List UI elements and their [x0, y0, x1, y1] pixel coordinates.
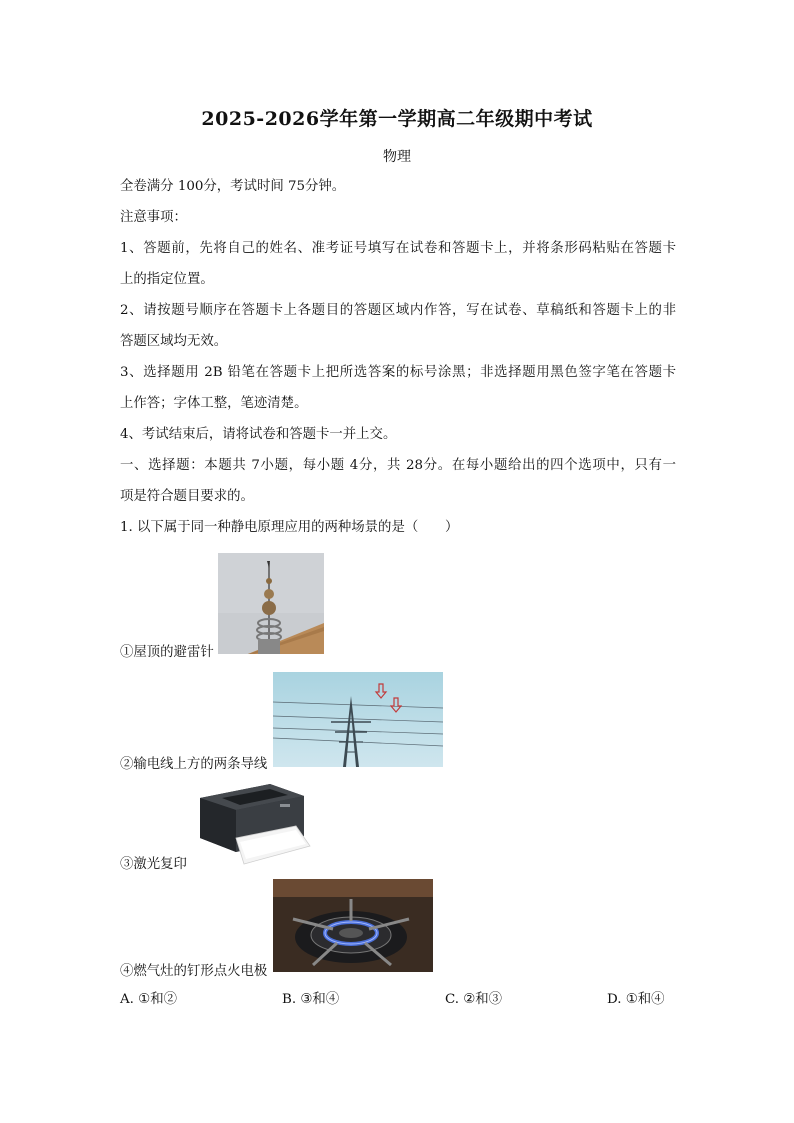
scene-4-caption: ④燃气灶的钉形点火电极: [120, 964, 268, 979]
option-c: C. ②和③: [445, 992, 503, 1007]
exam-subject: 物理: [383, 149, 411, 165]
power-lines-image: [273, 672, 443, 767]
scene-1-caption: ①屋顶的避雷针: [120, 645, 214, 660]
note-3-line-1: 3、选择题用 2B 铅笔在答题卡上把所选答案的标号涂黑；非选择题用黑色签字笔在答题卡: [120, 365, 676, 380]
note-3-line-2: 上作答；字体工整，笔迹清楚。: [120, 396, 308, 411]
laser-printer-image: [192, 780, 312, 866]
gas-stove-burner-image: [273, 879, 433, 972]
option-b: B. ③和④: [282, 992, 340, 1007]
option-d: D. ①和④: [607, 992, 665, 1007]
section-heading-line-1: 一、选择题：本题共 7小题，每小题 4分，共 28分。在每小题给出的四个选项中，只有一: [120, 458, 676, 473]
option-a: A. ①和②: [120, 992, 177, 1007]
scene-3-caption: ③激光复印: [120, 857, 187, 872]
note-4-line-1: 4、考试结束后，请将试卷和答题卡一并上交。: [120, 427, 397, 442]
exam-title: 2025-2026学年第一学期高二年级期中考试: [201, 108, 593, 130]
question-stem: 1. 以下属于同一种静电原理应用的两种场景的是（ ）: [120, 520, 459, 535]
scene-2-caption: ②输电线上方的两条导线: [120, 757, 268, 772]
note-2-line-1: 2、请按题号顺序在答题卡上各题目的答题区域内作答，写在试卷、草稿纸和答题卡上的非: [120, 303, 676, 318]
note-2-line-2: 答题区域均无效。: [120, 334, 228, 349]
score-time-text: 全卷满分 100分，考试时间 75分钟。: [120, 179, 346, 194]
lightning-rod-image: [218, 553, 324, 654]
section-heading-line-2: 项是符合题目要求的。: [120, 489, 254, 504]
note-1-line-1: 1、答题前，先将自己的姓名、准考证号填写在试卷和答题卡上，并将条形码粘贴在答题卡: [120, 241, 676, 256]
notice-title: 注意事项：: [120, 210, 187, 225]
note-1-line-2: 上的指定位置。: [120, 272, 214, 287]
